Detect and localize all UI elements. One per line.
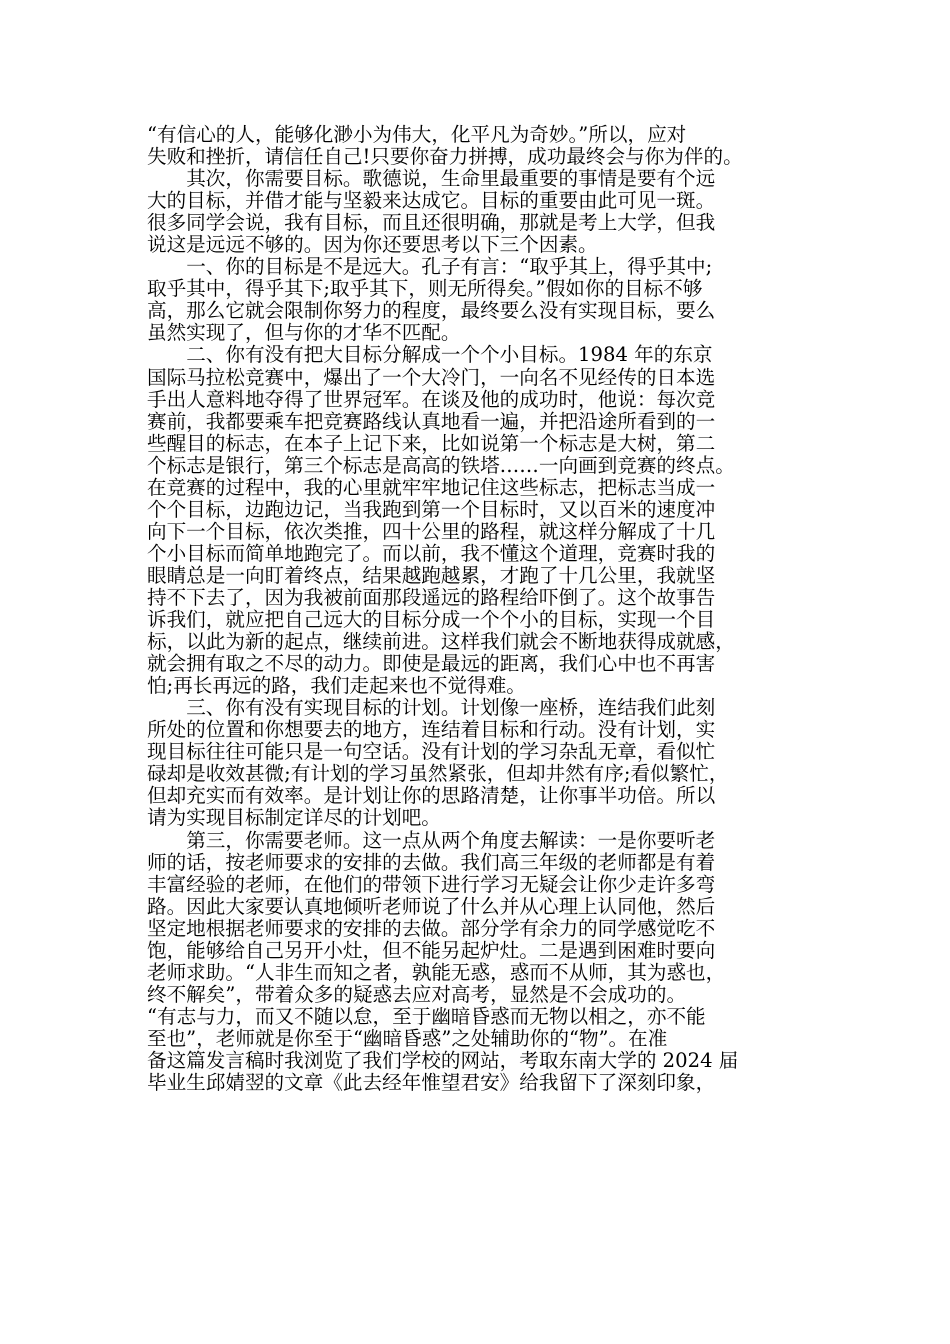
- text-line: 些醒目的标志，在本子上记下来，比如说第一个标志是大树，第二: [147, 431, 716, 455]
- text-line: 大的目标，并借才能与坚毅来达成它。目标的重要由此可见一斑。: [147, 189, 716, 213]
- speech-text: [147, 124, 823, 1094]
- text-line: 很多同学会说，我有目标，而且还很明确，那就是考上大学，但我: [147, 211, 716, 235]
- text-line: 赛前，我都要乘车把竞赛路线认真地看一遍，并把沿途所看到的一: [147, 409, 716, 433]
- text-line: 个小目标而简单地跑完了。而以前，我不懂这个道理，竞赛时我的: [147, 541, 716, 565]
- paragraph-start-line: 其次，你需要目标。歌德说，生命里最重要的事情是要有个远: [186, 167, 716, 191]
- text-line: 向下一个目标，依次类推，四十公里的路程，就这样分解成了十几: [147, 519, 716, 543]
- paragraph-start-line: 二、你有没有把大目标分解成一个个小目标。1984 年的东京: [186, 343, 713, 367]
- text-line: 失败和挫折，请信任自己!只要你奋力拼搏，成功最终会与你为伴的。: [147, 145, 743, 169]
- text-line: 所处的位置和你想要去的地方，连结着目标和行动。没有计划，实: [147, 718, 716, 742]
- paragraph-start-line: 三、你有没有实现目标的计划。计划像一座桥，连结我们此刻: [186, 696, 716, 720]
- text-line: 标，以此为新的起点，继续前进。这样我们就会不断地获得成就感，: [147, 630, 735, 654]
- text-line: 老师求助。“人非生而知之者，孰能无惑，惑而不从师，其为惑也，: [147, 960, 726, 984]
- text-line: 取乎其中，得乎其下;取乎其下，则无所得矣。”假如你的目标不够: [147, 277, 703, 301]
- text-line: 虽然实现了，但与你的才华不匹配。: [147, 321, 461, 345]
- text-line: 但却充实而有效率。是计划让你的思路清楚，让你事半功倍。所以: [147, 784, 716, 808]
- text-line: 碌却是收效甚微;有计划的学习虽然紧张，但却井然有序;看似繁忙，: [147, 762, 729, 786]
- text-line: “有志与力，而又不随以怠，至于幽暗昏惑而无物以相之，亦不能: [147, 1004, 706, 1028]
- text-line: 在竞赛的过程中，我的心里就牢牢地记住这些标志，把标志当成一: [147, 475, 716, 499]
- text-line: 路。因此大家要认真地倾听老师说了什么并从心理上认同他，然后: [147, 894, 716, 918]
- text-line: 个个目标，边跑边记，当我跑到第一个目标时，又以百米的速度冲: [147, 497, 716, 521]
- text-line: 饱，能够给自己另开小灶，但不能另起炉灶。二是遇到困难时要向: [147, 938, 716, 962]
- text-line: 个标志是银行，第三个标志是高高的铁塔……一向画到竞赛的终点。: [147, 453, 735, 477]
- text-line: 就会拥有取之不尽的动力。即使是最远的距离，我们心中也不再害: [147, 652, 716, 676]
- text-line: 师的话，按老师要求的安排的去做。我们高三年级的老师都是有着: [147, 850, 716, 874]
- text-line: 眼睛总是一向盯着终点，结果越跑越累，才跑了十几公里，我就坚: [147, 563, 716, 587]
- text-line: 备这篇发言稿时我浏览了我们学校的网站，考取东南大学的 2024 届: [147, 1048, 739, 1072]
- text-line: 请为实现目标制定详尽的计划吧。: [147, 806, 441, 830]
- text-line: “有信心的人，能够化渺小为伟大，化平凡为奇妙。”所以，应对: [147, 123, 687, 146]
- text-line: 丰富经验的老师，在他们的带领下进行学习无疑会让你少走许多弯: [147, 872, 716, 896]
- text-line: 至也”，老师就是你至于“幽暗昏惑”之处辅助你的“物”。在准: [147, 1026, 668, 1050]
- text-line: 现目标往往可能只是一句空话。没有计划的学习杂乱无章，看似忙: [147, 740, 716, 764]
- text-line: 说这是远远不够的。因为你还要思考以下三个因素。: [147, 233, 598, 257]
- text-line: 手出人意料地夺得了世界冠军。在谈及他的成功时，他说：每次竞: [147, 387, 716, 411]
- paragraph-start-line: 一、你的目标是不是远大。孔子有言：“取乎其上，得乎其中;: [186, 255, 713, 279]
- text-line: 坚定地根据老师要求的安排的去做。部分学有余力的同学感觉吃不: [147, 916, 716, 940]
- text-line: 怕;再长再远的路，我们走起来也不觉得难。: [147, 674, 526, 698]
- text-line: 国际马拉松竞赛中，爆出了一个大冷门，一向名不见经传的日本选: [147, 365, 716, 389]
- text-line: 高，那么它就会限制你努力的程度，最终要么没有实现目标，要么: [147, 299, 716, 323]
- text-line: 毕业生邱婧翌的文章《此去经年惟望君安》给我留下了深刻印象，: [147, 1071, 716, 1095]
- text-line: 诉我们，就应把自己远大的目标分成一个个小的目标，实现一个目: [147, 608, 716, 632]
- text-line: 持不下去了，因为我被前面那段遥远的路程给吓倒了。这个故事告: [147, 585, 716, 609]
- paragraph-start-line: 第三，你需要老师。这一点从两个角度去解读：一是你要听老: [186, 828, 716, 852]
- text-line: 终不解矣”，带着众多的疑惑去应对高考，显然是不会成功的。: [147, 982, 687, 1006]
